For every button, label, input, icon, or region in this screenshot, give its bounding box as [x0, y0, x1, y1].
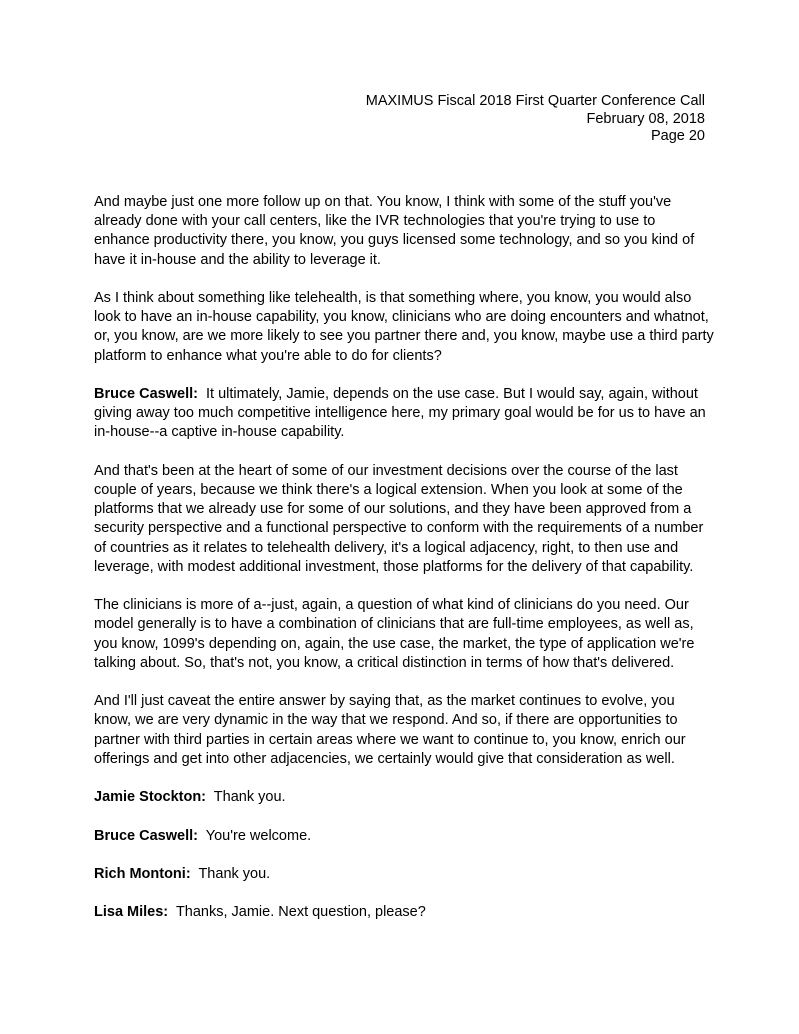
- paragraph-text: As I think about something like telehealth, is that something where, you know, you would also look to have an in-house capability, you know, clinicians who are doing encounters and whatnot, or, you know, are we more likely to see you partner there and, you know, maybe use a third party platform to enhance what you're able to do for clients?: [94, 290, 714, 364]
- speaker-name: Bruce Caswell:: [94, 386, 198, 402]
- transcript-paragraph: [94, 385, 714, 443]
- paragraph-text: And that's been at the heart of some of our investment decisions over the course of the last couple of years, because we think there's a logical extension. When you look at some of the platforms that we already use for some of our solutions, and they have been approved from a security perspective and a functional perspective to conform with the requirements of a number of countries as it relates to telehealth delivery, it's a logical adjacency, right, to then use and leverage, with modest additional investment, those platforms for the delivery of that capability.: [94, 462, 704, 575]
- transcript-paragraph: [94, 289, 714, 366]
- paragraph-text: You're welcome.: [205, 827, 312, 844]
- paragraph-text: Thanks, Jamie. Next question, please?: [175, 904, 426, 921]
- speaker-name: Lisa Miles:: [94, 904, 169, 921]
- paragraph-text: Thank you.: [213, 789, 286, 806]
- paragraph-text: And I'll just caveat the entire answer by saying that, as the market continues to evolve, you know, we are very dynamic in the way that we respond. And so, if there are opportunities to partner with third parties in certain areas where we want to continue to, you know, enrich our offerings and get into other adjacencies, we certainly would give that consideration as well.: [94, 693, 686, 767]
- transcript-paragraph: [94, 903, 714, 922]
- speaker-name: Jamie Stockton:: [94, 789, 206, 806]
- transcript-paragraph: [94, 596, 714, 673]
- page-number: Page 20: [650, 128, 705, 144]
- paragraph-text: The clinicians is more of a--just, again, a question of what kind of clinicians do you need. Our model generally is to have a combination of clinicians that are full-time employees, as well as, you know, 1099's depending on, again, the use case, the market, the type of application we're talking about. So, that's not, you know, a critical distinction in terms of how that's delivered.: [94, 597, 695, 671]
- page-header: [366, 93, 705, 146]
- transcript-paragraph: [94, 193, 714, 270]
- transcript-paragraph: [94, 865, 714, 884]
- document-date: February 08, 2018: [586, 110, 705, 127]
- paragraph-text: And maybe just one more follow up on that. You know, I think with some of the stuff you've already done with your call centers, like the IVR technologies that you're trying to use to enhance productivity there, you know, you guys licensed some technology, and so you kind of have it in-house and the ability to leverage it.: [94, 194, 695, 268]
- paragraph-text: It ultimately, Jamie, depends on the use case. But I would say, again, without giving away too much competitive intelligence here, my primary goal would be for us to have an in-house--a captive in-house capability.: [94, 386, 706, 441]
- speaker-name: Bruce Caswell:: [94, 827, 198, 844]
- transcript-paragraph: [94, 462, 714, 577]
- transcript-body: [94, 193, 714, 942]
- document-title: MAXIMUS Fiscal 2018 First Quarter Conference Call: [365, 93, 705, 109]
- paragraph-text: Thank you.: [198, 865, 271, 882]
- transcript-paragraph: [94, 827, 714, 846]
- transcript-paragraph: [94, 692, 714, 769]
- speaker-name: Rich Montoni:: [94, 865, 191, 882]
- transcript-paragraph: [94, 788, 714, 807]
